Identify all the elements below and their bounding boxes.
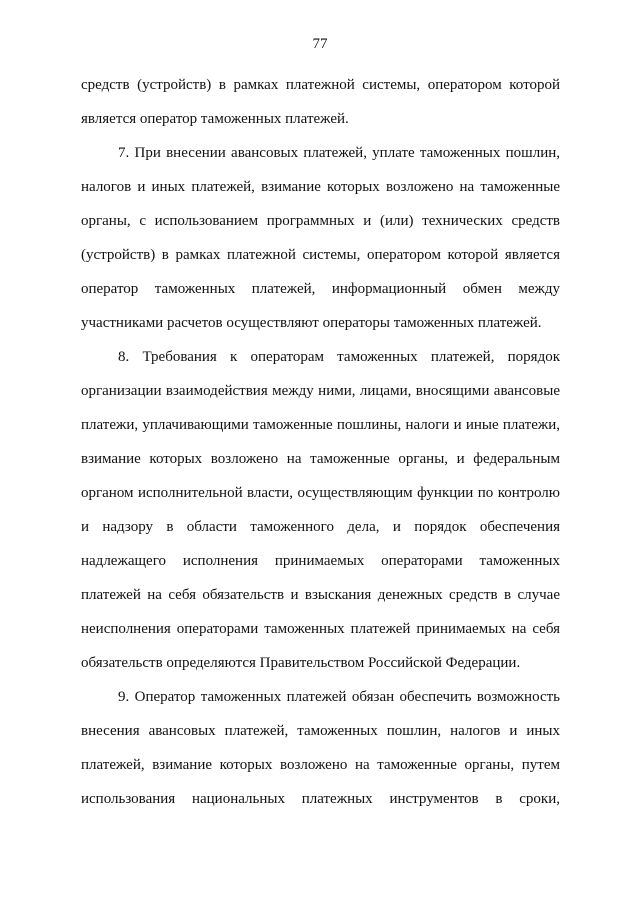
- text-line: надлежащего исполнения принимаемых операторами таможенных: [81, 553, 560, 569]
- text-line: оператор таможенных платежей, информационный обмен между: [81, 281, 560, 297]
- text-line: участниками расчетов осуществляют операторы таможенных платежей.: [81, 315, 542, 331]
- text-line: является оператор таможенных платежей.: [81, 111, 349, 127]
- text-line: организации взаимодействия между ними, лицами, вносящими авансовые: [81, 383, 560, 399]
- text-line: 9. Оператор таможенных платежей обязан обеспечить возможность: [118, 689, 560, 705]
- text-line: (устройств) в рамках платежной системы, оператором которой является: [81, 247, 560, 263]
- text-line: 8. Требования к операторам таможенных платежей, порядок: [118, 349, 560, 365]
- paragraph-9: [81, 680, 560, 816]
- text-line: платежей, взимание которых возложено на таможенные органы, путем: [81, 757, 560, 773]
- text-line: налогов и иных платежей, взимание которых возложено на таможенные: [81, 179, 560, 195]
- text-line: 7. При внесении авансовых платежей, уплате таможенных пошлин,: [118, 145, 560, 161]
- text-line: средств (устройств) в рамках платежной системы, оператором которой: [81, 77, 560, 93]
- paragraph-7: [81, 136, 560, 340]
- text-line: использования национальных платежных инструментов в сроки,: [81, 791, 560, 807]
- text-line: обязательств определяются Правительством Российской Федерации.: [81, 655, 521, 671]
- text-line: платежей на себя обязательств и взыскания денежных средств в случае: [81, 587, 560, 603]
- text-line: взимание которых возложено на таможенные органы, и федеральным: [81, 451, 560, 467]
- text-line: неисполнения операторами таможенных платежей принимаемых на себя: [81, 621, 560, 637]
- page-number: 77: [312, 36, 328, 52]
- document-body: [81, 68, 560, 816]
- text-line: органом исполнительной власти, осуществляющим функции по контролю: [81, 485, 560, 501]
- text-line: и надзору в области таможенного дела, и порядок обеспечения: [81, 519, 560, 535]
- text-line: внесения авансовых платежей, таможенных пошлин, налогов и иных: [81, 723, 560, 739]
- text-line: платежи, уплачивающими таможенные пошлины, налоги и иные платежи,: [81, 417, 560, 433]
- paragraph-continuation: [81, 68, 560, 136]
- text-line: органы, с использованием программных и (или) технических средств: [81, 213, 560, 229]
- paragraph-8: [81, 340, 560, 680]
